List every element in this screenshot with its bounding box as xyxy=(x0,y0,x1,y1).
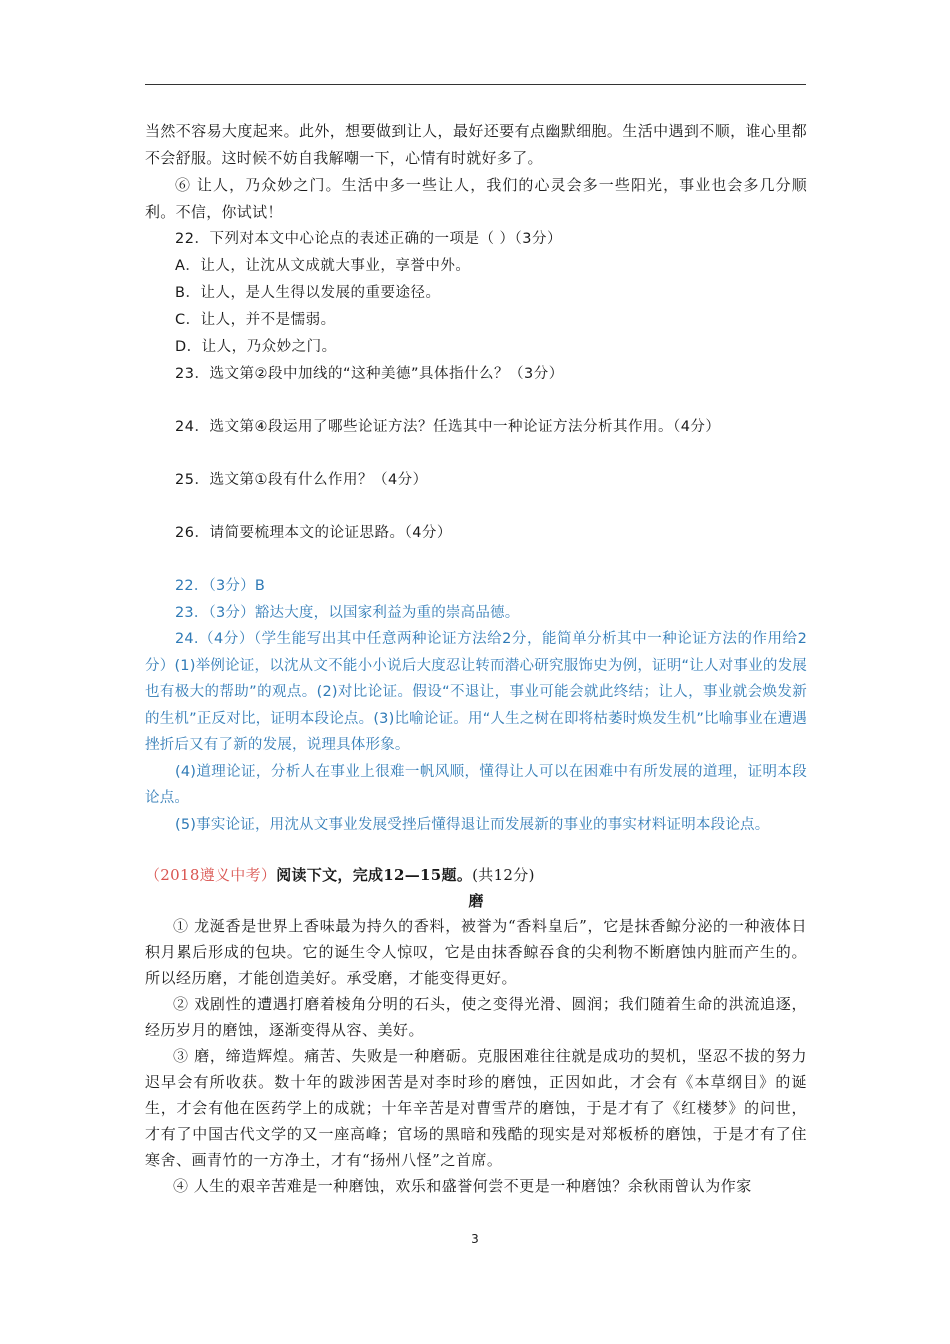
answer-23: 23．（3分）豁达大度，以国家利益为重的崇高品德。 xyxy=(175,604,520,621)
header-rule xyxy=(145,84,806,85)
option-a: A．让人，让沈从文成就大事业，享誉中外。 xyxy=(175,258,471,274)
question-25: 25．选文第①段有什么作用？（4分） xyxy=(175,472,428,488)
option-d: D．让人，乃众妙之门。 xyxy=(175,339,337,355)
section-header xyxy=(145,862,807,889)
section-score: (共12分) xyxy=(472,866,535,884)
question-23: 23．选文第②段中加线的“这种美德”具体指什么？（3分） xyxy=(175,366,564,382)
option-b: B．让人，是人生得以发展的重要途径。 xyxy=(175,285,441,301)
question-24: 24．选文第④段运用了哪些论证方法？任选其中一种论证方法分析其作用。（4分） xyxy=(175,419,721,435)
page-content xyxy=(145,118,807,1199)
option-c: C．让人，并不是懦弱。 xyxy=(175,312,336,328)
answer-24-part3: (5)事实论证，用沈从文事业发展受挫后懂得退让而发展新的事业的事实材料证明本段论点。 xyxy=(175,816,770,833)
essay-paragraph-4: ④ 人生的艰辛苦难是一种磨蚀，欢乐和盛誉何尝不更是一种磨蚀？余秋雨曾认为作家 xyxy=(173,1177,752,1195)
paragraph-6: ⑥ 让人，乃众妙之门。生活中多一些让人，我们的心灵会多一些阳光，事业也会多几分顺利。不信，你试试！ xyxy=(145,176,807,221)
essay-paragraph-2: ② 戏剧性的遭遇打磨着棱角分明的石头，使之变得光滑、圆润；我们随着生命的洪流追逐，经历岁月的磨蚀，逐渐变得从容、美好。 xyxy=(145,995,807,1039)
reading-instruction: 阅读下文，完成12—15题。 xyxy=(276,866,473,884)
paragraph-continued: 当然不容易大度起来。此外，想要做到让人，最好还要有点幽默细胞。生活中遇到不顺，谁心里都不会舒服。这时候不妨自我解嘲一下，心情有时就好多了。 xyxy=(145,122,807,167)
question-22: 22．下列对本文中心论点的表述正确的一项是（ ）（3分） xyxy=(175,231,563,247)
essay-paragraph-1: ① 龙涎香是世界上香味最为持久的香料，被誉为“香料皇后”，它是抹香鲸分泌的一种液体日积月累后形成的包块。它的诞生令人惊叹，它是由抹香鲸吞食的尖利物不断磨蚀内脏而产生的。所以经历磨，才能创造美好。承受磨，才能变得更好。 xyxy=(145,917,807,987)
answer-24-part1: 24.（4分）（学生能写出其中任意两种论证方法给2分，能简单分析其中一种论证方法的作用给2分）(1)举例论证，以沈从文不能小小说后大度忍让转而潜心研究服饰史为例，证明“让人对事业的发展也有极大的帮助”的观点。(2)对比论证。假设“不退让，事业可能会就此终结；让人，事业就会焕发新的生机”正反对比，证明本段论点。(3)比喻论证。用“人生之树在即将枯萎时焕发生机”比喻事业在遭遇挫折后又有了新的发展，说理具体形象。 xyxy=(145,631,807,753)
answer-24-part2: (4)道理论证，分析人在事业上很难一帆风顺，懂得让人可以在困难中有所发展的道理，证明本段论点。 xyxy=(145,763,807,806)
page-number: 3 xyxy=(471,1232,479,1246)
answer-22: 22．（3分）B xyxy=(175,578,265,594)
essay-paragraph-3: ③ 磨，缔造辉煌。痛苦、失败是一种磨砺。克服困难往往就是成功的契机，坚忍不拔的努力迟早会有所收获。数十年的跋涉困苦是对李时珍的磨蚀，正因如此，才会有《本草纲目》的诞生，才会有他在医药学上的成就；十年辛苦是对曹雪芹的磨蚀，于是才有了《红楼梦》的问世，才有了中国古代文学的又一座高峰；官场的黑暗和残酷的现实是对郑板桥的磨蚀，于是才有了住寒舍、画青竹的一方净土，才有“扬州八怪”之首席。 xyxy=(145,1047,807,1169)
exam-source: （2018遵义中考） xyxy=(145,866,277,884)
essay-title: 磨 xyxy=(468,892,484,910)
question-26: 26．请简要梳理本文的论证思路。（4分） xyxy=(175,525,452,541)
